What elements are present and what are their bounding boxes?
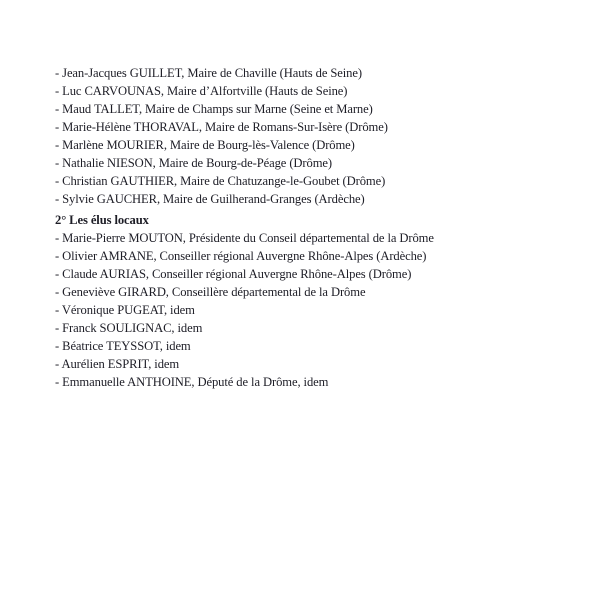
list-item: - Marie-Pierre MOUTON, Présidente du Conseil départemental de la Drôme bbox=[55, 231, 434, 245]
list-item: - Geneviève GIRARD, Conseillère départemental de la Drôme bbox=[55, 285, 366, 299]
list-item: - Luc CARVOUNAS, Maire d’Alfortville (Hauts de Seine) bbox=[55, 84, 348, 98]
maires-list bbox=[55, 64, 555, 208]
list-item: - Véronique PUGEAT, idem bbox=[55, 303, 195, 317]
list-item: - Béatrice TEYSSOT, idem bbox=[55, 339, 191, 353]
elus-locaux-list bbox=[55, 229, 555, 391]
list-item: - Aurélien ESPRIT, idem bbox=[55, 357, 180, 371]
list-item: - Franck SOULIGNAC, idem bbox=[55, 321, 203, 335]
section-heading: 2° Les élus locaux bbox=[55, 213, 149, 227]
list-item: - Nathalie NIESON, Maire de Bourg-de-Péage (Drôme) bbox=[55, 156, 332, 170]
list-item: - Jean-Jacques GUILLET, Maire de Chaville (Hauts de Seine) bbox=[55, 66, 362, 80]
list-item: - Sylvie GAUCHER, Maire de Guilherand-Granges (Ardèche) bbox=[55, 192, 365, 206]
list-item: - Olivier AMRANE, Conseiller régional Auvergne Rhône-Alpes (Ardèche) bbox=[55, 249, 427, 263]
list-item: - Maud TALLET, Maire de Champs sur Marne (Seine et Marne) bbox=[55, 102, 373, 116]
list-item: - Claude AURIAS, Conseiller régional Auvergne Rhône-Alpes (Drôme) bbox=[55, 267, 412, 281]
list-item: - Christian GAUTHIER, Maire de Chatuzange-le-Goubet (Drôme) bbox=[55, 174, 386, 188]
list-item: - Emmanuelle ANTHOINE, Député de la Drôme, idem bbox=[55, 375, 329, 389]
list-item: - Marie-Hélène THORAVAL, Maire de Romans-Sur-Isère (Drôme) bbox=[55, 120, 388, 134]
document-content bbox=[55, 64, 555, 391]
list-item: - Marlène MOURIER, Maire de Bourg-lès-Valence (Drôme) bbox=[55, 138, 355, 152]
